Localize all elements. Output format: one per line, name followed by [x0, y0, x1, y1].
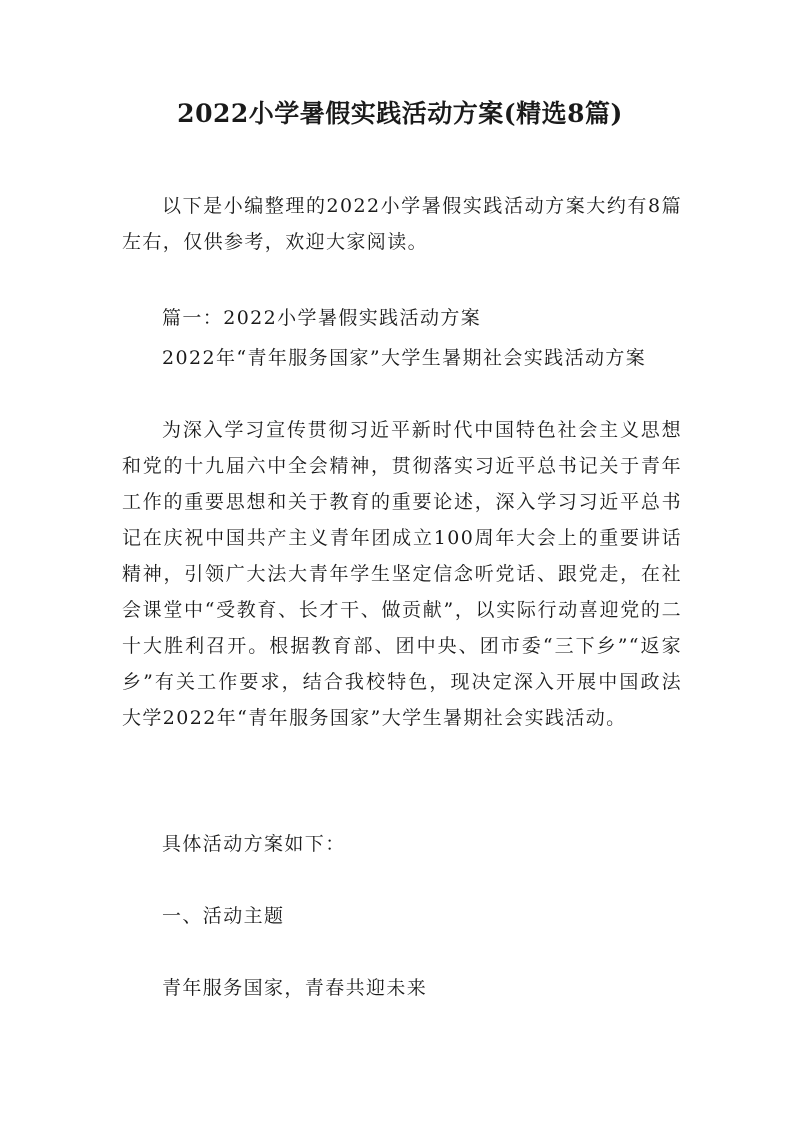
document-title: 2022小学暑假实践活动方案(精选8篇) [177, 99, 623, 128]
intro-paragraph: 以下是小编整理的2022小学暑假实践活动方案大约有8篇左右，仅供参考，欢迎大家阅读。 [122, 195, 682, 253]
chapter-heading: 篇一：2022小学暑假实践活动方案 [162, 307, 482, 329]
plan-intro-line: 具体活动方案如下： [162, 833, 346, 855]
theme-text: 青年服务国家，青春共迎未来 [162, 977, 428, 999]
body-paragraph: 为深入学习宣传贯彻习近平新时代中国特色社会主义思想和党的十九届六中全会精神，贯彻落实习近平总书记关于青年工作的重要思想和关于教育的重要论述，深入学习习近平总书记在庆祝中国共产主义青年团成立100周年大会上的重要讲话精神，引领广大法大青年学生坚定信念听党话、跟党走，在社会课堂中“受教育、长才干、做贡献”，以实际行动喜迎党的二十大胜利召开。根据教育部、团中央、团市委“三下乡”“返家乡”有关工作要求，结合我校特色，现决定深入开展中国政法大学2022年“青年服务国家”大学生暑期社会实践活动。 [122, 419, 682, 729]
section-heading: 一、活动主题 [162, 905, 285, 927]
plan-subtitle: 2022年“青年服务国家”大学生暑期社会实践活动方案 [162, 347, 647, 369]
